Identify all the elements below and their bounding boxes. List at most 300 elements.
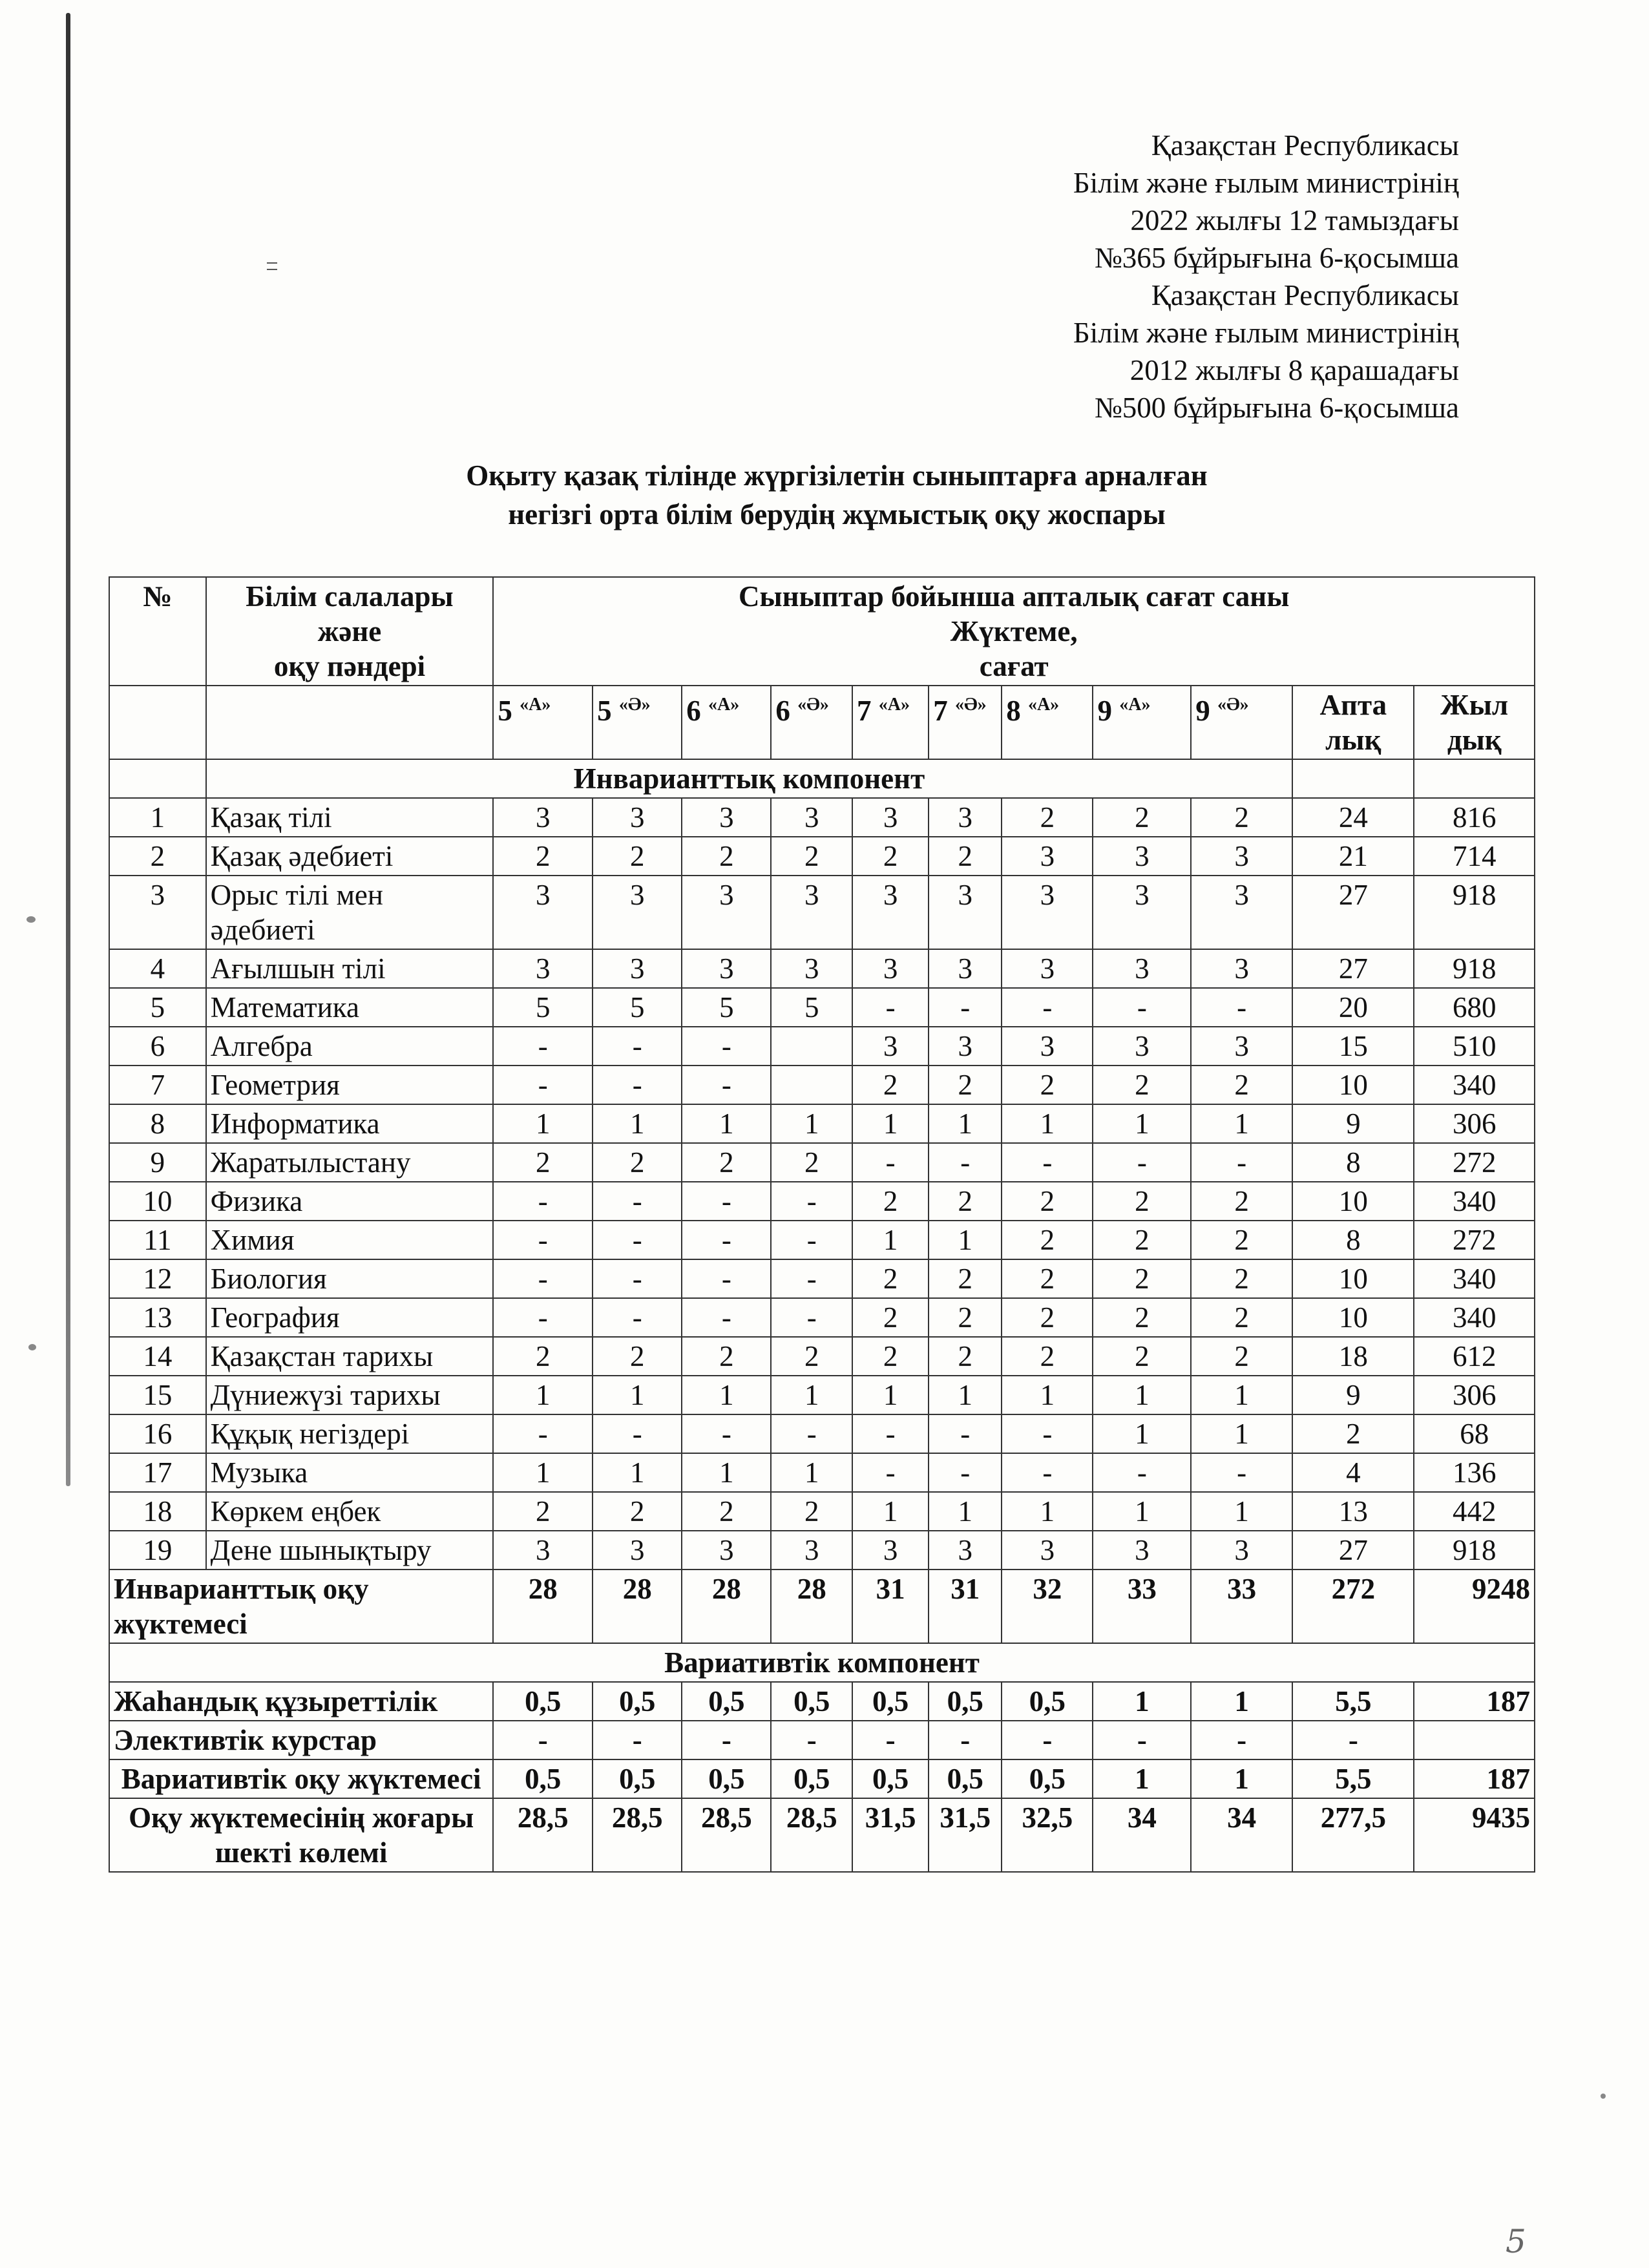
hours-cell: 3 xyxy=(1002,949,1093,988)
table-row xyxy=(109,1531,1535,1570)
hours-cell: 0,5 xyxy=(852,1759,929,1798)
yearly-total: 442 xyxy=(1414,1492,1535,1531)
yearly-total: 510 xyxy=(1414,1027,1535,1066)
hours-cell: 3 xyxy=(852,1531,929,1570)
hours-cell: - xyxy=(493,1027,593,1066)
electives-row xyxy=(109,1721,1535,1759)
hours-cell: - xyxy=(493,1414,593,1453)
hours-cell: 1 xyxy=(682,1104,771,1143)
hours-cell: - xyxy=(929,1453,1002,1492)
scan-dash-mark xyxy=(267,262,277,270)
title-line: Оқыту қазақ тілінде жүргізілетін сыныптарға арналған xyxy=(466,459,1208,492)
hours-cell: - xyxy=(1002,988,1093,1027)
table-row xyxy=(109,1182,1535,1221)
hours-cell: 1 xyxy=(682,1453,771,1492)
table-row xyxy=(109,1027,1535,1066)
hours-cell: 2 xyxy=(929,837,1002,876)
row-number: 14 xyxy=(109,1337,206,1376)
hours-cell: 2 xyxy=(1093,1182,1191,1221)
variative-total-row-label: Вариативтік оқу жүктемесі xyxy=(109,1759,493,1798)
table-row xyxy=(109,837,1535,876)
hours-cell: 2 xyxy=(1191,1298,1292,1337)
hours-cell: 1 xyxy=(493,1376,593,1414)
title-line: негізгі орта білім берудің жұмыстық оқу жоспары xyxy=(508,498,1166,530)
hours-cell: 2 xyxy=(593,1143,682,1182)
hours-cell: 0,5 xyxy=(593,1682,682,1721)
header-line: №500 бұйрығына 6-қосымша xyxy=(1094,392,1459,424)
hours-cell xyxy=(771,1066,852,1104)
page-number-mark: 5 xyxy=(1506,2223,1526,2260)
header-hours xyxy=(493,577,1535,686)
yearly-total: 306 xyxy=(1414,1104,1535,1143)
table-row xyxy=(109,1221,1535,1259)
hours-cell: - xyxy=(593,1066,682,1104)
empty-cell xyxy=(1292,759,1414,798)
hours-cell: 2 xyxy=(682,837,771,876)
hours-cell: - xyxy=(1191,1721,1292,1759)
hours-cell: - xyxy=(493,1298,593,1337)
hours-cell: 1 xyxy=(852,1492,929,1531)
hours-cell: 34 xyxy=(1191,1798,1292,1872)
hours-cell: 3 xyxy=(929,1027,1002,1066)
weekly-total: 272 xyxy=(1292,1570,1414,1643)
hours-cell: 2 xyxy=(852,1337,929,1376)
yearly-total: 340 xyxy=(1414,1259,1535,1298)
hours-cell: 3 xyxy=(682,798,771,837)
weekly-total: 13 xyxy=(1292,1492,1414,1531)
class-number: 6 xyxy=(686,695,701,727)
hours-cell: - xyxy=(682,1721,771,1759)
table-row xyxy=(109,1414,1535,1453)
weekly-total: 4 xyxy=(1292,1453,1414,1492)
hours-cell: - xyxy=(852,1414,929,1453)
subject-name: Химия xyxy=(206,1221,494,1259)
yearly-total: 340 xyxy=(1414,1066,1535,1104)
class-number: 9 xyxy=(1097,695,1112,727)
table-row xyxy=(109,1337,1535,1376)
hours-cell: - xyxy=(1093,1143,1191,1182)
hours-cell: 3 xyxy=(682,876,771,949)
hours-cell: 2 xyxy=(1002,1066,1093,1104)
yearly-total: 187 xyxy=(1414,1682,1535,1721)
row-number: 5 xyxy=(109,988,206,1027)
curriculum-table xyxy=(109,576,1535,1873)
hours-cell: - xyxy=(1093,1721,1191,1759)
hours-cell: 5 xyxy=(493,988,593,1027)
hours-cell: 2 xyxy=(493,837,593,876)
row-number: 1 xyxy=(109,798,206,837)
hours-cell: 2 xyxy=(1002,1298,1093,1337)
header-line: Білім және ғылым министрінің xyxy=(1073,167,1459,199)
row-number: 4 xyxy=(109,949,206,988)
hours-cell: 1 xyxy=(929,1492,1002,1531)
hours-cell: 2 xyxy=(682,1337,771,1376)
hours-cell: 2 xyxy=(929,1298,1002,1337)
hours-cell: - xyxy=(682,1298,771,1337)
hours-cell: - xyxy=(593,1298,682,1337)
hours-cell: 1 xyxy=(593,1453,682,1492)
variative-heading: Вариативтік компонент xyxy=(109,1643,1535,1682)
hours-cell: 2 xyxy=(593,1337,682,1376)
hours-cell: 3 xyxy=(493,798,593,837)
hours-cell: 2 xyxy=(1191,1337,1292,1376)
hours-cell: 3 xyxy=(593,798,682,837)
class-number: 5 xyxy=(498,695,512,727)
yearly-header-line: дық xyxy=(1447,724,1502,756)
section-row-invariant xyxy=(109,759,1535,798)
table-row xyxy=(109,1298,1535,1337)
subject-name: Көркем еңбек xyxy=(206,1492,494,1531)
table-row xyxy=(109,949,1535,988)
hours-cell: 1 xyxy=(1191,1376,1292,1414)
subject-name: Жаратылыстану xyxy=(206,1143,494,1182)
hours-cell: 2 xyxy=(1093,1221,1191,1259)
class-number: 5 xyxy=(597,695,612,727)
hours-cell: 1 xyxy=(1191,1759,1292,1798)
hours-cell: 34 xyxy=(1093,1798,1191,1872)
hours-cell: 32,5 xyxy=(1002,1798,1093,1872)
hours-cell: 2 xyxy=(929,1337,1002,1376)
header-line: 2012 жылғы 8 қарашадағы xyxy=(1129,354,1459,386)
row-number: 3 xyxy=(109,876,206,949)
hours-cell: 2 xyxy=(771,1492,852,1531)
hours-cell: 2 xyxy=(1093,1298,1191,1337)
yearly-total: 136 xyxy=(1414,1453,1535,1492)
hours-cell: 1 xyxy=(929,1104,1002,1143)
hours-cell: 0,5 xyxy=(593,1759,682,1798)
hours-cell: - xyxy=(1093,1453,1191,1492)
yearly-total: 272 xyxy=(1414,1221,1535,1259)
hours-cell: 1 xyxy=(1002,1376,1093,1414)
hours-cell: 3 xyxy=(1093,1531,1191,1570)
subject-name: Геометрия xyxy=(206,1066,494,1104)
hours-cell: 3 xyxy=(1093,949,1191,988)
header-line: 2022 жылғы 12 тамыздағы xyxy=(1130,204,1459,236)
hours-cell: 1 xyxy=(1093,1759,1191,1798)
class-letter: «Ә» xyxy=(618,695,651,715)
subject-name: Құқық негіздері xyxy=(206,1414,494,1453)
weekly-total: 20 xyxy=(1292,988,1414,1027)
hours-cell: - xyxy=(593,1221,682,1259)
hours-cell: - xyxy=(929,1721,1002,1759)
header-hours-line: Жүктеме, xyxy=(950,615,1078,647)
hours-cell: 1 xyxy=(1191,1414,1292,1453)
table-row xyxy=(109,1453,1535,1492)
empty-cell xyxy=(109,686,206,759)
hours-cell: 3 xyxy=(771,1531,852,1570)
hours-cell: 0,5 xyxy=(493,1759,593,1798)
hours-cell: 0,5 xyxy=(929,1759,1002,1798)
hours-cell: 2 xyxy=(1002,1259,1093,1298)
class-letter: «А» xyxy=(878,695,910,715)
subject-name: Информатика xyxy=(206,1104,494,1143)
hours-cell: 0,5 xyxy=(493,1682,593,1721)
subject-name: Музыка xyxy=(206,1453,494,1492)
scan-speck xyxy=(1601,2094,1606,2099)
hours-cell: 2 xyxy=(1093,1259,1191,1298)
hours-cell: 1 xyxy=(593,1376,682,1414)
subject-name: География xyxy=(206,1298,494,1337)
row-number: 15 xyxy=(109,1376,206,1414)
header-line: №365 бұйрығына 6-қосымша xyxy=(1094,242,1459,274)
hours-cell: 5 xyxy=(771,988,852,1027)
yearly-total: 340 xyxy=(1414,1298,1535,1337)
hours-cell: 2 xyxy=(1191,1221,1292,1259)
hours-cell: 3 xyxy=(771,798,852,837)
weekly-total: 27 xyxy=(1292,876,1414,949)
empty-cell xyxy=(1414,759,1535,798)
header-line: Білім және ғылым министрінің xyxy=(1073,317,1459,349)
weekly-total: 8 xyxy=(1292,1221,1414,1259)
hours-cell: - xyxy=(682,1259,771,1298)
weekly-total: 18 xyxy=(1292,1337,1414,1376)
class-number: 7 xyxy=(856,695,872,727)
row-number: 2 xyxy=(109,837,206,876)
hours-cell: 3 xyxy=(682,1531,771,1570)
hours-cell: 1 xyxy=(852,1104,929,1143)
yearly-total xyxy=(1414,1721,1535,1759)
hours-cell: 2 xyxy=(929,1259,1002,1298)
hours-cell: - xyxy=(1191,988,1292,1027)
hours-cell: 3 xyxy=(852,876,929,949)
weekly-total: 2 xyxy=(1292,1414,1414,1453)
empty-cell xyxy=(109,759,206,798)
hours-cell: 28,5 xyxy=(771,1798,852,1872)
hours-cell: 2 xyxy=(929,1182,1002,1221)
hours-cell: 3 xyxy=(493,949,593,988)
hours-cell: 1 xyxy=(1093,1414,1191,1453)
hours-cell: 2 xyxy=(771,1143,852,1182)
hours-cell: 1 xyxy=(929,1221,1002,1259)
hours-cell: 28 xyxy=(771,1570,852,1643)
hours-cell: 0,5 xyxy=(1002,1759,1093,1798)
yearly-total: 816 xyxy=(1414,798,1535,837)
hours-cell: 31 xyxy=(852,1570,929,1643)
row-number: 11 xyxy=(109,1221,206,1259)
hours-cell: 3 xyxy=(771,876,852,949)
header-line: Қазақстан Республикасы xyxy=(1151,129,1459,162)
hours-cell: 5 xyxy=(593,988,682,1027)
header-subject-line: оқу пәндері xyxy=(273,650,426,682)
hours-cell: 0,5 xyxy=(682,1759,771,1798)
hours-cell: 2 xyxy=(771,1337,852,1376)
hours-cell: 3 xyxy=(929,1531,1002,1570)
hours-cell: 2 xyxy=(852,837,929,876)
hours-cell: 33 xyxy=(1191,1570,1292,1643)
hours-cell: 1 xyxy=(771,1376,852,1414)
approval-header xyxy=(1073,127,1459,426)
class-letter: «Ә» xyxy=(1217,695,1249,715)
hours-cell: 1 xyxy=(682,1376,771,1414)
hours-cell: 2 xyxy=(1191,798,1292,837)
yearly-total: 187 xyxy=(1414,1759,1535,1798)
hours-cell: - xyxy=(1093,988,1191,1027)
global-competence-row xyxy=(109,1682,1535,1721)
hours-cell: 3 xyxy=(1191,1027,1292,1066)
class-letter: «А» xyxy=(520,695,551,715)
hours-cell: 3 xyxy=(1002,1027,1093,1066)
table-row xyxy=(109,1492,1535,1531)
header-subject-line: Білім салалары xyxy=(246,580,454,613)
hours-cell: 5 xyxy=(682,988,771,1027)
table-row xyxy=(109,1143,1535,1182)
class-header-cell xyxy=(1002,686,1093,759)
yearly-total: 918 xyxy=(1414,949,1535,988)
subject-name: Қазақ тілі xyxy=(206,798,494,837)
hours-cell: 2 xyxy=(493,1337,593,1376)
subject-name: Физика xyxy=(206,1182,494,1221)
hours-cell: - xyxy=(771,1182,852,1221)
hours-cell: - xyxy=(852,988,929,1027)
hours-cell: 32 xyxy=(1002,1570,1093,1643)
hours-cell: 3 xyxy=(593,1531,682,1570)
row-number: 8 xyxy=(109,1104,206,1143)
table-row xyxy=(109,876,1535,949)
hours-cell: 31,5 xyxy=(852,1798,929,1872)
yearly-total: 68 xyxy=(1414,1414,1535,1453)
hours-cell: - xyxy=(593,1721,682,1759)
weekly-total: - xyxy=(1292,1721,1414,1759)
hours-cell: 2 xyxy=(852,1066,929,1104)
hours-cell: 0,5 xyxy=(771,1682,852,1721)
class-header-cell xyxy=(682,686,771,759)
hours-cell: 1 xyxy=(1002,1104,1093,1143)
hours-cell: 2 xyxy=(493,1492,593,1531)
hours-cell: 3 xyxy=(593,876,682,949)
row-number: 16 xyxy=(109,1414,206,1453)
hours-cell: - xyxy=(1002,1721,1093,1759)
scan-binding-edge xyxy=(66,13,70,1486)
row-number: 12 xyxy=(109,1259,206,1298)
subject-name: Дене шынықтыру xyxy=(206,1531,494,1570)
weekly-header-line: Апта xyxy=(1319,689,1387,721)
weekly-total: 10 xyxy=(1292,1298,1414,1337)
hours-cell: - xyxy=(1002,1143,1093,1182)
hours-cell: 3 xyxy=(852,949,929,988)
table-row xyxy=(109,1376,1535,1414)
hours-cell: 0,5 xyxy=(682,1682,771,1721)
row-number: 10 xyxy=(109,1182,206,1221)
hours-cell: 28 xyxy=(493,1570,593,1643)
hours-cell: 0,5 xyxy=(771,1759,852,1798)
hours-cell: - xyxy=(493,1721,593,1759)
invariant-total-row-label: Инварианттық оқу жүктемесі xyxy=(109,1570,493,1643)
scan-speck xyxy=(26,916,36,923)
hours-cell: 2 xyxy=(1191,1182,1292,1221)
hours-cell: - xyxy=(1002,1414,1093,1453)
hours-cell xyxy=(771,1027,852,1066)
hours-cell: 1 xyxy=(771,1453,852,1492)
hours-cell: - xyxy=(771,1259,852,1298)
weekly-total: 9 xyxy=(1292,1376,1414,1414)
row-number: 18 xyxy=(109,1492,206,1531)
hours-cell: 3 xyxy=(771,949,852,988)
header-subject-line: және xyxy=(317,615,382,647)
hours-cell: - xyxy=(771,1298,852,1337)
hours-cell: - xyxy=(682,1221,771,1259)
hours-cell: - xyxy=(929,1143,1002,1182)
header-subject xyxy=(206,577,494,686)
class-letter: «А» xyxy=(1119,695,1151,715)
class-header-row xyxy=(109,686,1535,759)
class-header-cell xyxy=(771,686,852,759)
hours-cell: 3 xyxy=(852,1027,929,1066)
hours-cell: 2 xyxy=(1093,1337,1191,1376)
yearly-total: 680 xyxy=(1414,988,1535,1027)
subject-name: Орыс тілі мен әдебиеті xyxy=(206,876,494,949)
yearly-total: 612 xyxy=(1414,1337,1535,1376)
hours-cell: 3 xyxy=(1002,1531,1093,1570)
row-number: 19 xyxy=(109,1531,206,1570)
hours-cell: 3 xyxy=(1191,949,1292,988)
hours-cell: - xyxy=(493,1182,593,1221)
hours-cell: 2 xyxy=(1002,1221,1093,1259)
header-line: Қазақстан Республикасы xyxy=(1151,279,1459,311)
hours-cell: 1 xyxy=(1093,1682,1191,1721)
hours-cell: 2 xyxy=(593,837,682,876)
row-number: 6 xyxy=(109,1027,206,1066)
weekly-total: 10 xyxy=(1292,1182,1414,1221)
hours-cell: 1 xyxy=(493,1104,593,1143)
hours-cell: 33 xyxy=(1093,1570,1191,1643)
hours-cell: 2 xyxy=(771,837,852,876)
hours-cell: - xyxy=(682,1066,771,1104)
hours-cell: 0,5 xyxy=(1002,1682,1093,1721)
hours-cell: - xyxy=(852,1453,929,1492)
yearly-total: 306 xyxy=(1414,1376,1535,1414)
yearly-total: 714 xyxy=(1414,837,1535,876)
invariant-heading: Инварианттық компонент xyxy=(206,759,1293,798)
header-hours-line: Сыныптар бойынша апталық сағат саны xyxy=(738,580,1290,613)
hours-cell: 3 xyxy=(493,1531,593,1570)
hours-cell: - xyxy=(493,1066,593,1104)
scan-speck xyxy=(28,1344,36,1350)
class-letter: «Ә» xyxy=(797,695,829,715)
hours-cell: - xyxy=(682,1414,771,1453)
table-row xyxy=(109,1104,1535,1143)
hours-cell: - xyxy=(493,1259,593,1298)
hours-cell: 3 xyxy=(1002,837,1093,876)
hours-cell: - xyxy=(771,1414,852,1453)
hours-cell: 0,5 xyxy=(852,1682,929,1721)
hours-cell: 3 xyxy=(1093,1027,1191,1066)
class-number: 8 xyxy=(1006,695,1021,727)
hours-cell: 3 xyxy=(1093,837,1191,876)
class-number: 6 xyxy=(775,695,790,727)
yearly-total: 918 xyxy=(1414,876,1535,949)
weekly-total: 27 xyxy=(1292,949,1414,988)
hours-cell: 2 xyxy=(1002,798,1093,837)
weekly-total: 9 xyxy=(1292,1104,1414,1143)
hours-cell: - xyxy=(1191,1453,1292,1492)
class-number: 7 xyxy=(933,695,948,727)
class-header-cell xyxy=(493,686,593,759)
hours-cell: 1 xyxy=(1002,1492,1093,1531)
hours-cell: 3 xyxy=(1191,837,1292,876)
hours-cell: 28 xyxy=(682,1570,771,1643)
max-load-row-label: Оқу жүктемесінің жоғары шекті көлемі xyxy=(109,1798,493,1872)
hours-cell: 3 xyxy=(493,876,593,949)
hours-cell: 1 xyxy=(771,1104,852,1143)
hours-cell: - xyxy=(593,1414,682,1453)
class-header-cell xyxy=(593,686,682,759)
hours-cell: 2 xyxy=(1002,1182,1093,1221)
weekly-total: 27 xyxy=(1292,1531,1414,1570)
hours-cell: - xyxy=(493,1221,593,1259)
electives-row-label: Элективтік курстар xyxy=(109,1721,493,1759)
hours-cell: - xyxy=(1191,1143,1292,1182)
class-letter: «А» xyxy=(1027,695,1060,715)
